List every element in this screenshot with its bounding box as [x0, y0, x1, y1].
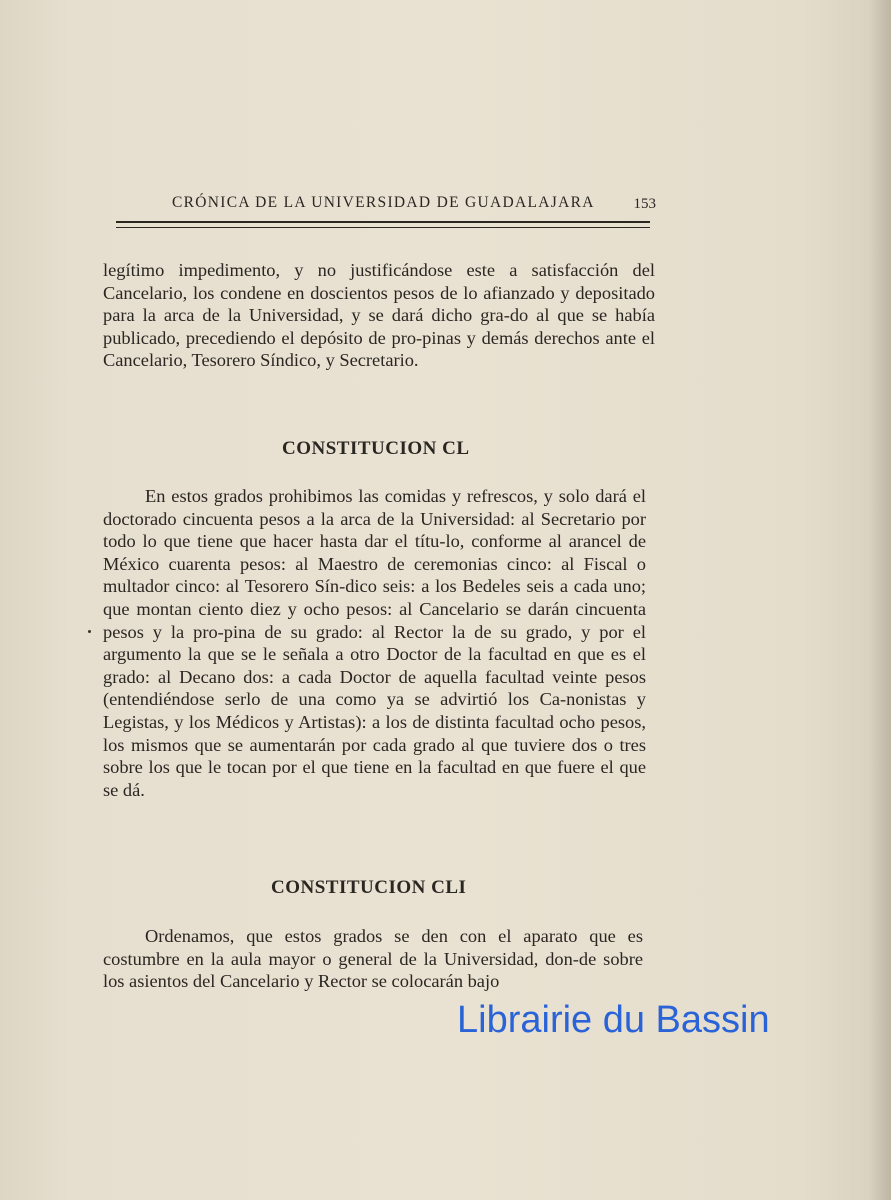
section-heading: CONSTITUCION CLI	[271, 877, 467, 898]
ink-speck	[88, 630, 91, 633]
section-heading: CONSTITUCION CL	[282, 438, 470, 459]
running-title: CRÓNICA DE LA UNIVERSIDAD DE GUADALAJARA	[172, 194, 595, 211]
body-paragraph: Ordenamos, que estos grados se den con el aparato que es costumbre en la aula mayor o general de la Universidad, don-de sobre los asientos del Cancelario y Rector se colocarán bajo	[103, 926, 643, 992]
header-rule-thin	[116, 227, 650, 228]
page-number: 153	[633, 196, 656, 212]
body-paragraph: En estos grados prohibimos las comidas y refrescos, y solo dará el doctorado cincuenta pesos a la arca de la Universidad: al Secretario por todo lo que tiene que hacer hasta dar el títu-lo, conforme al arancel de México cuarenta pesos: al Maestro de ceremonias cinco: al Fiscal o multador cinco: al Tesorero Sín-dico seis: a los Bedeles seis a cada uno; que montan ciento diez y ocho pesos: al Cancelario se darán cincuenta pesos y la pro-pina de su grado: al Rector la de su grado, y por el argumento la que se le señala a otro Doctor de la facultad en que es el grado: al Decano dos: a cada Doctor de aquella facultad veinte pesos (entendiéndose serlo de una como ya se advirtió los Ca-nonistas y Legistas, y los Médicos y Artistas): a los de distinta facultad ocho pesos, los mismos que se aumentarán por cada grado al que tuviere dos o tres sobre los que le tocan por el que tiene en la facultad en que fuere el que se dá.	[103, 486, 646, 800]
header-rule-thick	[116, 221, 650, 223]
body-paragraph: legítimo impedimento, y no justificándose este a satisfacción del Cancelario, los condene en doscientos pesos de lo afianzado y depositado para la arca de la Universidad, y se dará dicho gra-do al que se había publicado, precediendo el depósito de pro-pinas y demás derechos ante el Cancelario, Tesorero Síndico, y Secretario.	[103, 260, 655, 371]
page-header	[172, 192, 656, 218]
watermark-text: Librairie du Bassin	[457, 999, 770, 1041]
page-edge-shadow	[869, 0, 891, 1200]
